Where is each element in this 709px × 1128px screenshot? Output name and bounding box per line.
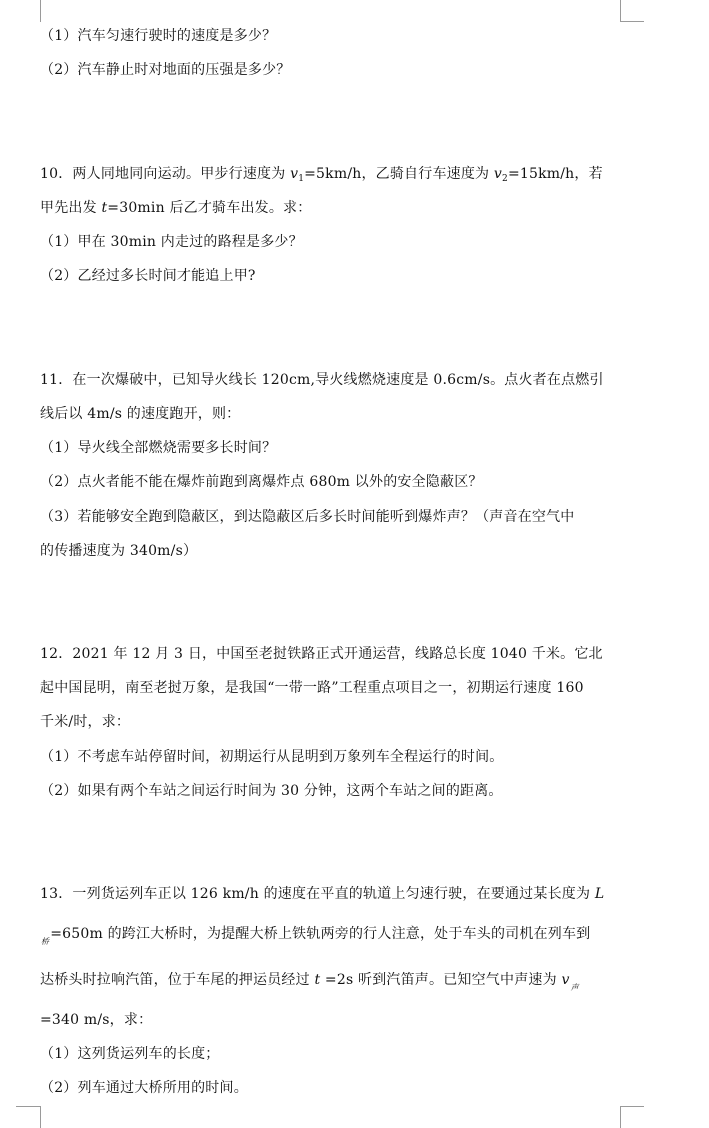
- q11-sub2: （2）点火者能不能在爆炸前跑到离爆炸点 680m 以外的安全隐蔽区？: [40, 474, 483, 490]
- q13-line3: 达桥头时拉响汽笛，位于车尾的押运员经过 t =2s 听到汽笛声。已知空气中声速为 $v_声$: [40, 972, 579, 992]
- q12-sub2: （2）如果有两个车站之间运行时间为 30 分钟，这两个车站之间的距离。: [40, 783, 503, 799]
- q10-line2: 甲先出发 t=30min 后乙才骑车出发。求：: [40, 200, 312, 216]
- q10-sub1: （1）甲在 30min 内走过的路程是多少？: [40, 234, 303, 250]
- q13-sub1: （1）这列货运列车的长度；: [40, 1046, 220, 1062]
- q11-line1: 11．在一次爆破中，已知导火线长 120cm,导火线燃烧速度是 0.6cm/s。点火者在点燃引: [40, 372, 604, 388]
- q10-line1: 10．两人同地同向运动。甲步行速度为 $v_1=5km/h$，乙骑自行车速度为 $v_2=15km/h$，若: [40, 166, 603, 184]
- q12-line1: 12．2021 年 12 月 3 日，中国至老挝铁路正式开通运营，线路总长度 1040 千米。它北: [40, 646, 603, 662]
- q10-sub2: （2）乙经过多长时间才能追上甲?: [40, 268, 256, 284]
- q12-line3: 千米/时，求：: [40, 714, 131, 730]
- q9-sub2: （2）汽车静止时对地面的压强是多少？: [40, 62, 291, 78]
- q13-sub2: （2）列车通过大桥所用的时间。: [40, 1080, 248, 1096]
- q11-sub3-line2: 的传播速度为 340m/s）: [40, 543, 198, 559]
- q11-line2: 线后以 4m/s 的速度跑开，则：: [40, 406, 241, 422]
- q13-line1: 13．一列货运列车正以 126 km/h 的速度在平直的轨道上匀速行驶，在要通过某长度为 L: [40, 886, 605, 902]
- q13-line2: $_桥$=650m 的跨江大桥时，为提醒大桥上铁轨两旁的行人注意，处于车头的司机在列车到: [41, 926, 591, 946]
- q12-sub1: （1）不考虑车站停留时间，初期运行从昆明到万象列车全程运行的时间。: [40, 749, 504, 765]
- q11-sub3-line1: （3）若能够安全跑到隐蔽区，到达隐蔽区后多长时间能听到爆炸声？（声音在空气中: [40, 509, 575, 525]
- q9-sub1: （1）汽车匀速行驶时的速度是多少？: [40, 28, 277, 44]
- q13-line4: =340 m/s，求：: [40, 1012, 153, 1028]
- q11-sub1: （1）导火线全部燃烧需要多长时间？: [40, 440, 277, 456]
- q12-line2: 起中国昆明，南至老挝万象，是我国“一带一路”工程重点项目之一，初期运行速度 160: [40, 680, 584, 696]
